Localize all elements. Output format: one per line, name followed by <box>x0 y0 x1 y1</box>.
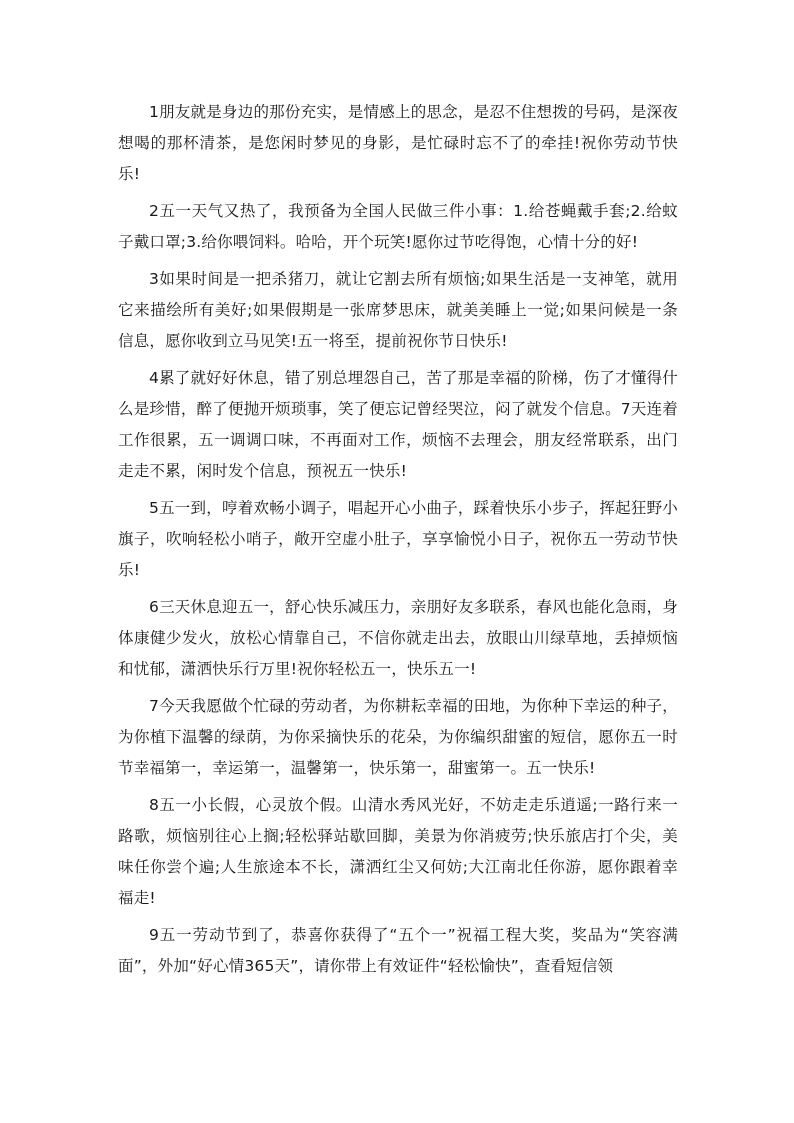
paragraph-8: 8五一小长假，心灵放个假。山清水秀风光好，不妨走走乐逍遥;一路行来一路歌，烦恼别往心上搁;轻松驿站歇回脚，美景为你消疲劳;快乐旅店打个尖，美味任你尝个遍;人生旅途本不长，潇洒红尘又何妨;大江南北任你游，愿你跟着幸福走! <box>118 796 678 907</box>
paragraph-9: 9五一劳动节到了，恭喜你获得了“五个一”祝福工程大奖，奖品为“笑容满面”，外加“好心情365天”，请你带上有效证件“轻松愉快”，查看短信领 <box>118 926 678 975</box>
document-body <box>118 97 678 988</box>
paragraph-6: 6三天休息迎五一，舒心快乐减压力，亲朋好友多联系，春风也能化急雨，身体康健少发火，放松心情靠自己，不信你就走出去，放眼山川绿草地，丢掉烦恼和忧郁，潇洒快乐行万里!祝你轻松五一，快乐五一! <box>118 598 678 678</box>
paragraph-4: 4累了就好好休息，错了别总埋怨自己，苦了那是幸福的阶梯，伤了才懂得什么是珍惜，醉了便抛开烦琐事，笑了便忘记曾经哭泣，闷了就发个信息。7天连着工作很累，五一调调口味，不再面对工作，烦恼不去理会，朋友经常联系，出门走走不累，闲时发个信息，预祝五一快乐! <box>118 369 678 480</box>
paragraph-1: 1朋友就是身边的那份充实，是情感上的思念，是忍不住想拨的号码，是深夜想喝的那杯清茶，是您闲时梦见的身影，是忙碌时忘不了的牵挂!祝你劳动节快乐! <box>118 103 678 183</box>
paragraph-3: 3如果时间是一把杀猪刀，就让它割去所有烦恼;如果生活是一支神笔，就用它来描绘所有美好;如果假期是一张席梦思床，就美美睡上一觉;如果问候是一条信息，愿你收到立马见笑!五一将至，提前祝你节日快乐! <box>118 270 678 350</box>
paragraph-7: 7今天我愿做个忙碌的劳动者，为你耕耘幸福的田地，为你种下幸运的种子，为你植下温馨的绿荫，为你采摘快乐的花朵，为你编织甜蜜的短信，愿你五一时节幸福第一，幸运第一，温馨第一，快乐第一，甜蜜第一。五一快乐! <box>118 697 678 777</box>
paragraph-5: 5五一到，哼着欢畅小调子，唱起开心小曲子，踩着快乐小步子，挥起狂野小旗子，吹响轻松小哨子，敞开空虚小肚子，享享愉悦小日子，祝你五一劳动节快乐! <box>118 499 678 579</box>
paragraph-2: 2五一天气又热了，我预备为全国人民做三件小事：1.给苍蝇戴手套;2.给蚊子戴口罩;3.给你喂饲料。哈哈，开个玩笑!愿你过节吃得饱，心情十分的好! <box>118 202 678 251</box>
